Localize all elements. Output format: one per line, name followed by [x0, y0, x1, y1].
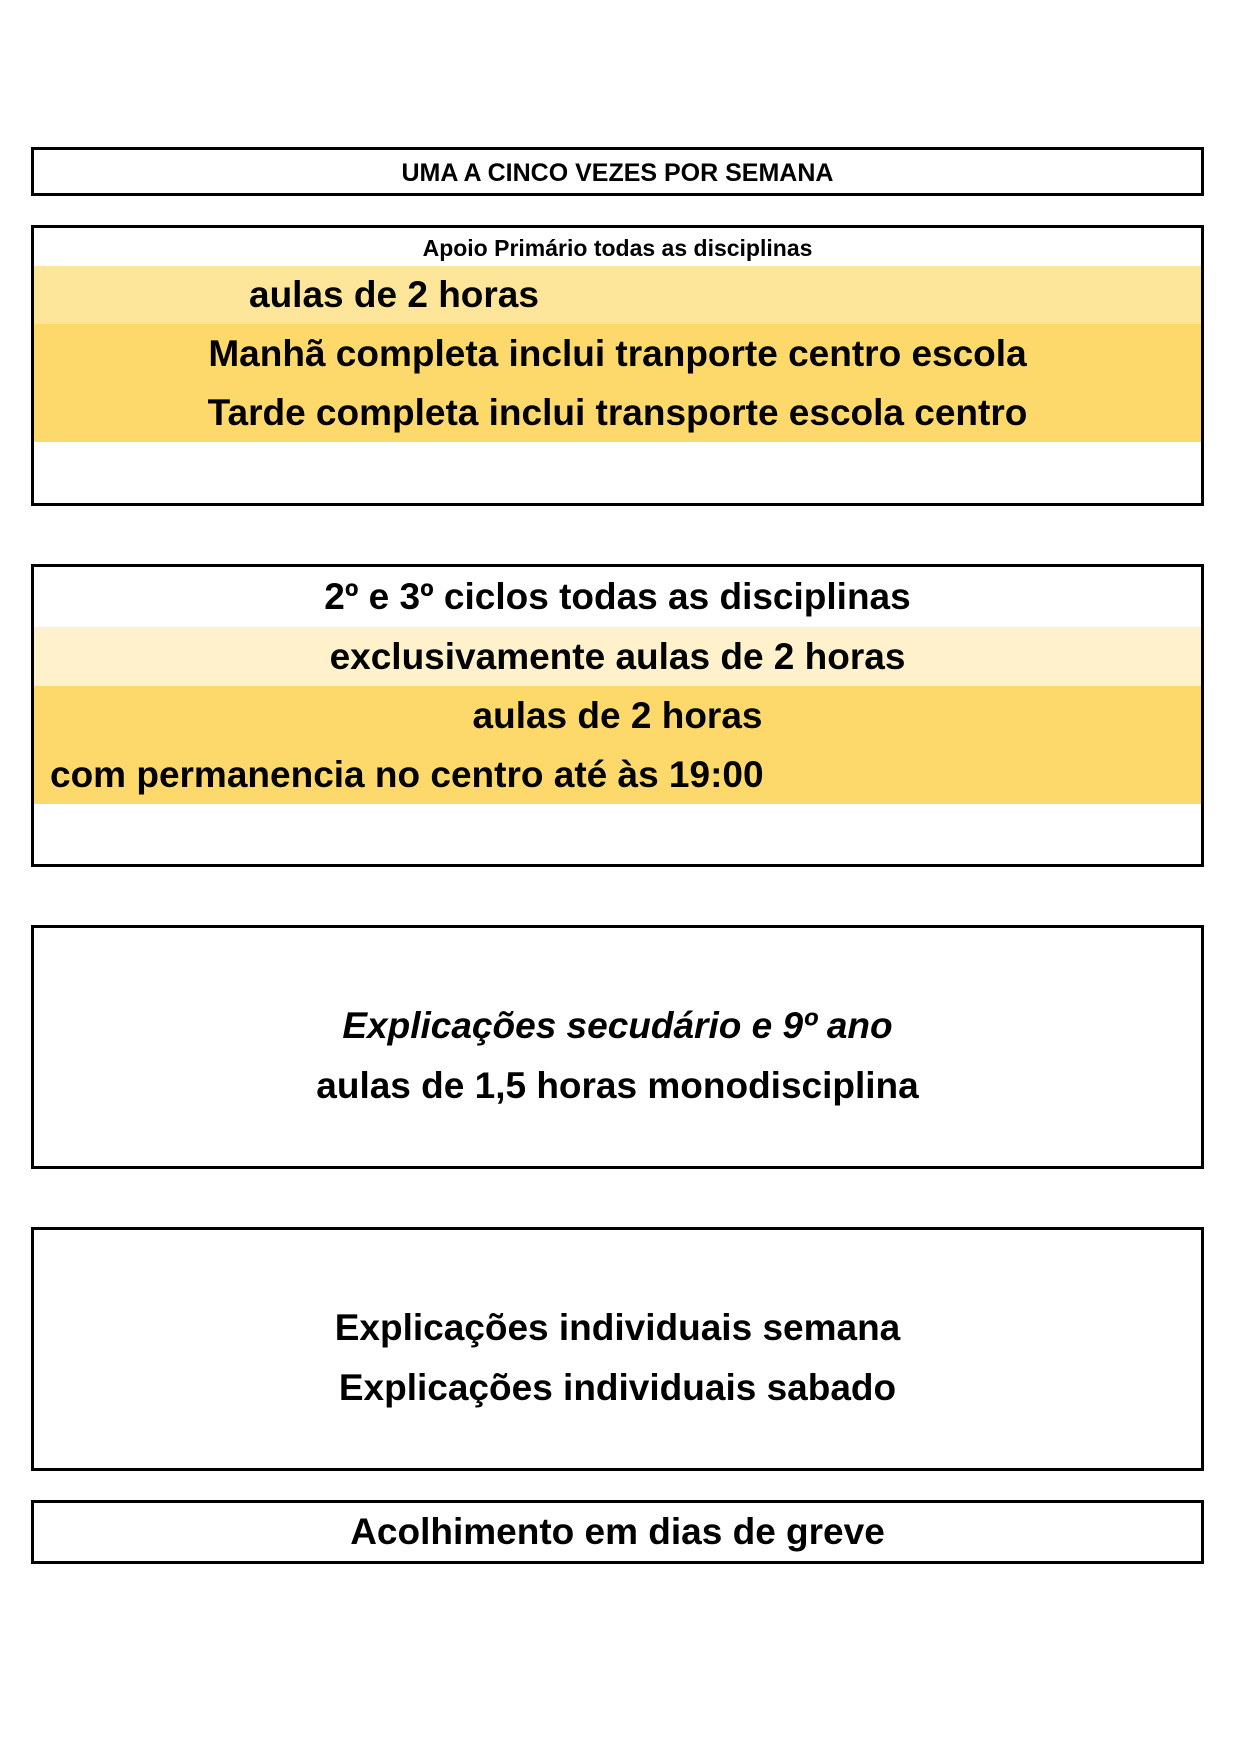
primary-title: Apoio Primário todas as disciplinas	[422, 235, 813, 261]
primary-line-3: Tarde completa inclui transporte escola centro	[34, 384, 1201, 442]
primary-line-2: Manhã completa inclui tranporte centro escola	[34, 324, 1201, 384]
primary-row-1	[34, 266, 1201, 324]
individual-line-1: Explicações individuais semana	[334, 1307, 901, 1348]
individual-line-2: Explicações individuais sabado	[338, 1367, 897, 1408]
cycles-title: 2º e 3º ciclos todas as disciplinas	[324, 576, 911, 617]
primary-line-1: aulas de 2 horas	[249, 274, 539, 315]
cycles-line-1: exclusivamente aulas de 2 horas	[34, 627, 1201, 686]
secondary-line-1: Explicações secudário e 9º ano	[342, 1005, 893, 1046]
secondary-line-2: aulas de 1,5 horas monodisciplina	[316, 1065, 919, 1106]
primary-box	[31, 225, 1204, 506]
strike-box	[31, 1500, 1204, 1564]
cycles-box	[31, 564, 1204, 867]
strike-title: Acolhimento em dias de greve	[350, 1511, 885, 1552]
header-title: UMA A CINCO VEZES POR SEMANA	[401, 159, 834, 187]
cycles-line-2: aulas de 2 horas	[34, 686, 1201, 745]
secondary-box	[31, 925, 1204, 1169]
cycles-line-3: com permanencia no centro até às 19:00	[34, 745, 1201, 804]
header-box	[31, 147, 1204, 196]
individual-box	[31, 1227, 1204, 1471]
